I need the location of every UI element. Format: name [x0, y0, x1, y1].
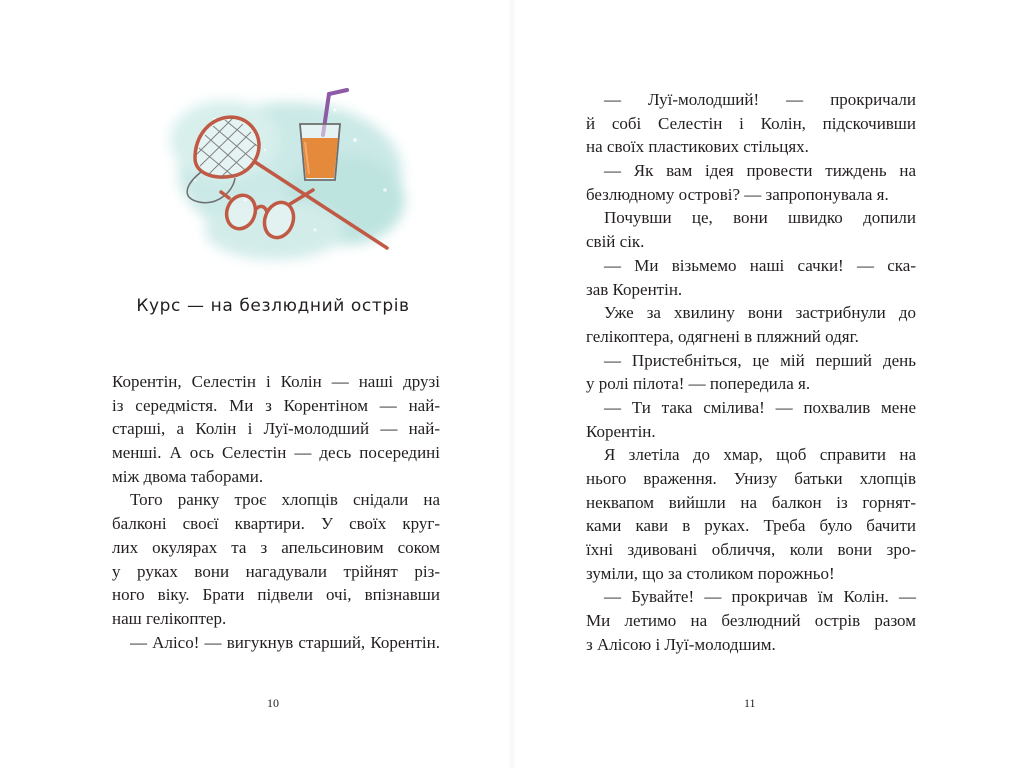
text-line: Я злетіла до хмар, щоб справити на [604, 445, 916, 465]
text-line: Почувши це, вони швидко допили [604, 208, 916, 228]
right-page-body [586, 88, 916, 657]
text-line: старші, а Колін і Луї-молодший — най- [112, 419, 440, 439]
text-line: — Алісо! — вигукнув старший, Корентін. [130, 632, 440, 652]
page-number: 10 [267, 696, 279, 710]
text-line: безлюдному острові? — запропонувала я. [586, 184, 889, 204]
text-line: ками кави в руках. Треба було бачити [586, 516, 916, 536]
text-line: неквапом вийшли на балкон із горнят- [586, 492, 916, 512]
text-line: наш гелікоптер. [112, 608, 227, 628]
text-line: нього враження. Унизу батьки хлопців [586, 469, 916, 488]
text-line: Корентін, Селестін і Колін — наші друзі [112, 372, 440, 391]
text-line: зав Корентін. [586, 279, 683, 299]
text-line: із середмістя. Ми з Корентіном — най- [112, 395, 440, 415]
text-line: Корентін. [586, 421, 656, 441]
text-line: й собі Селестін і Колін, підскочивши [586, 113, 916, 133]
text-line: гелікоптера, одягнені в пляжний одяг. [586, 326, 859, 346]
text-line: — Пристебніться, це мій перший день [604, 350, 916, 370]
page-number: 11 [744, 696, 756, 710]
text-line: свій сік. [586, 232, 645, 252]
text-line: Ми летимо на безлюдний острів разом [586, 611, 916, 631]
text-line: у руках вони нагадували трійнят різ- [112, 561, 440, 581]
text-line: з Алісою і Луї-молодшим. [586, 634, 776, 654]
text-line: у ролі пілота! — попередила я. [586, 374, 811, 394]
text-line: — Ти така смілива! — похвалив мене [604, 397, 916, 417]
text-line: — Луї-молодший! — прокричали [604, 90, 916, 109]
text-line: — Бувайте! — прокричав їм Колін. — [604, 587, 916, 607]
text-line: Уже за хвилину вони застрибнули до [604, 303, 916, 323]
text-line: балконі своєї квартири. У своїх круг- [112, 514, 440, 534]
text-line: менші. А ось Селестін — десь посередині [112, 443, 440, 463]
text-line: ного віку. Брати підвели очі, впізнавши [112, 585, 440, 605]
text-line: — Ми візьмемо наші сачки! — ска- [604, 255, 916, 275]
chapter-title: Курс — на безлюдний острів [136, 296, 410, 316]
text-line: на своїх пластикових стільцях. [586, 137, 809, 157]
text-line: їхні здивовані обличчя, коли вони зро- [586, 540, 916, 560]
text-line: лих окулярах та з апельсиновим соком [112, 537, 440, 557]
left-page-body [112, 370, 440, 654]
text-line: — Як вам ідея провести тиждень на [604, 161, 916, 181]
text-line: зуміли, що за столиком порожньо! [586, 563, 835, 583]
text-line: між двома таборами. [112, 466, 264, 486]
text-line: Того ранку троє хлопців снідали на [130, 490, 440, 510]
chapter-illustration [155, 80, 420, 275]
